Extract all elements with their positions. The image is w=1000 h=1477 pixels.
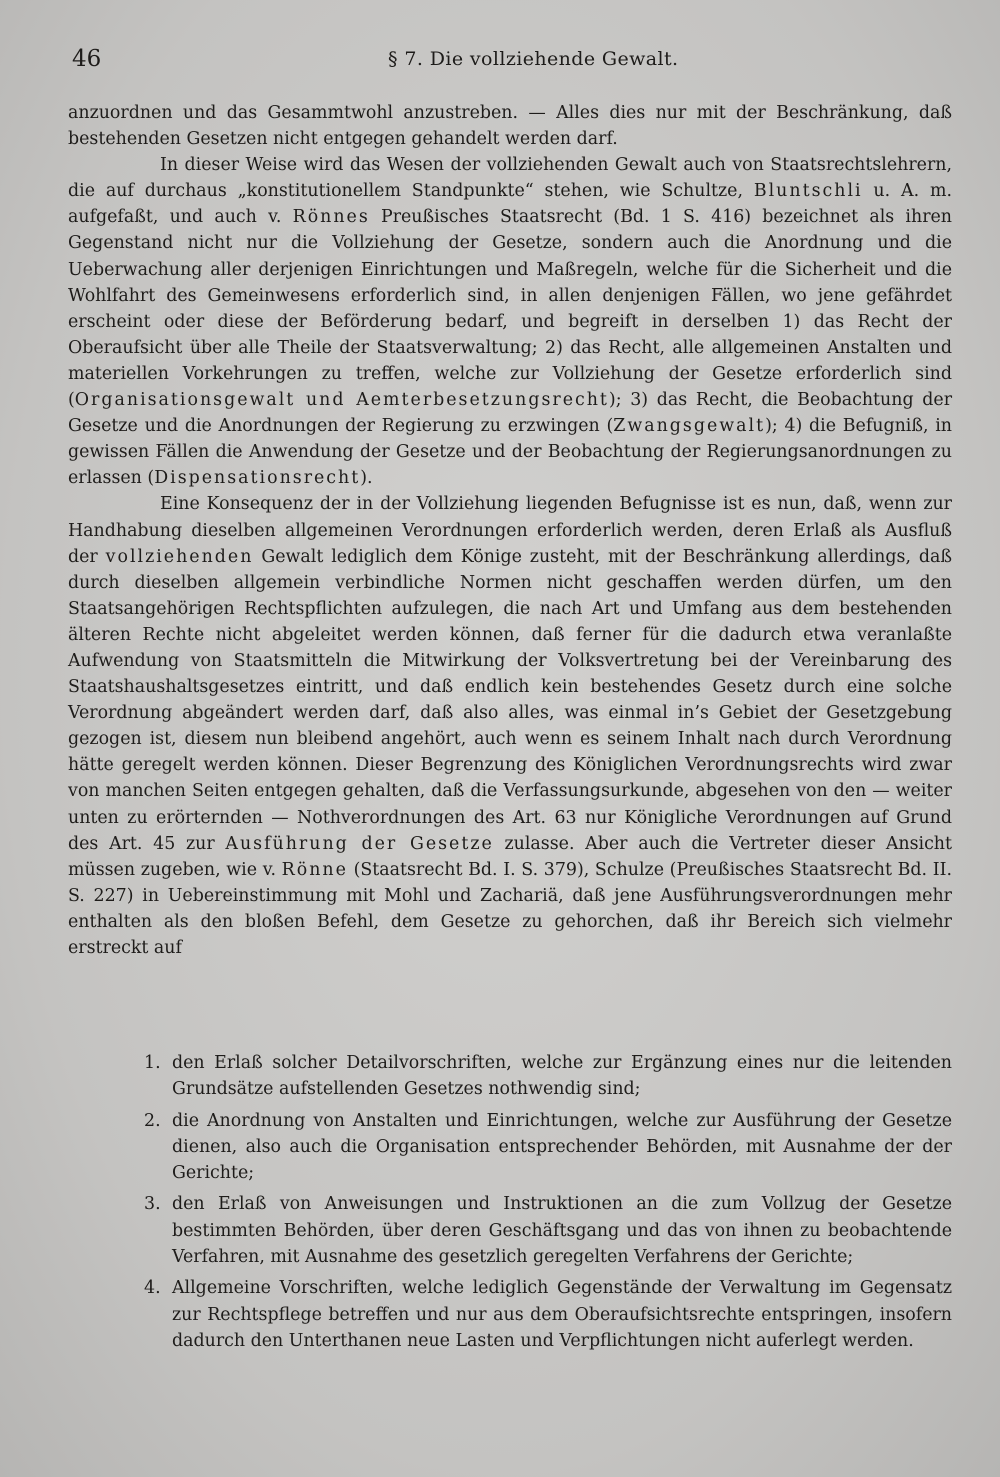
list-item [68,1050,952,1103]
list-text: die Anordnung von Anstalten und Einrichtungen, welche zur Ausführung der Gesetze dienen, also auch die Organisation entsprechender Behörden, mit Ausnahme der der Gerichte; [172,1110,952,1184]
list-number: 4. [144,1278,161,1299]
text-run: Gewalt lediglich dem Könige zusteht, mit der Beschränkung allerdings, daß durch dieselben allgemein verbindliche Normen nicht geschaffen werden dürfen, um den Staatsangehörigen Rechtspflichten aufzulegen, die nach Art und Umfang aus dem bestehenden älteren Rechte nicht abgeleitet werden können, daß ferner für die dadurch etwa veranlaßte Aufwendung von Staatsmitteln die Mitwirkung der Volksvertretung bei der Vereinbarung des Staatshaushaltsgesetzes eintritt, und daß endlich kein bestehendes Gesetz durch eine solche Verordnung abgeändert werden darf, daß also alles, was einmal in’s Gebiet der Gesetzgebung gezogen ist, diesem nun bleibend angehört, auch wenn es seinem Inhalt nach durch Verordnung hätte geregelt werden können. Dieser Begrenzung des Königlichen Verordnungsrechts wird zwar von manchen Seiten entgegen gehalten, daß die Verfassungsurkunde, abgesehen von den — weiter unten zu erörternden — Nothverordnungen des Art. 63 nur Königliche Verordnungen auf Grund des Art. 45 zur [68,546,952,854]
list-number: 1. [144,1053,161,1073]
list-text: den Erlaß solcher Detailvorschriften, welche zur Ergänzung eines nur die leitenden Grundsätze aufstellenden Gesetzes nothwendig sind; [172,1053,952,1100]
spaced-term: Organisationsgewalt und Aemterbesetzungsrecht [74,390,609,411]
spaced-term: Dispensationsrecht [154,468,361,489]
spaced-term: Zwangsgewalt [613,416,766,437]
list-text: den Erlaß von Anweisungen und Instruktionen an die zum Vollzug der Gesetze bestimmten Behörden, über deren Geschäftsgang und das von ihnen zu beobachtende Verfahren, mit Ausnahme des gesetzlich geregelten Verfahrens der Gerichte; [172,1194,952,1268]
text-run: u. A. m. aufgefaßt, und auch v. [68,181,952,228]
spaced-name: Rönne [281,859,348,880]
paragraph: anzuordnen und das Gesammtwohl anzustreben. — Alles dies nur mit der Beschränkung, daß bestehenden Gesetzen nicht entgegen gehandelt werden darf. [68,103,952,150]
text-run: In dieser Weise wird das Wesen der vollziehenden Gewalt auch von Staatsrechtslehrern, die auf durchaus „konstitutionellem Standpunkte“ stehen, wie Schultze, [68,155,952,202]
page-number: 46 [72,46,102,72]
text-run: ); 3) das Recht, die Beobachtung der Gesetze und die Anordnungen der Regierung zu erzwingen ( [68,390,953,437]
text-run: (Staatsrecht Bd. I. S. 379), Schulze (Preußisches Staatsrecht Bd. II. S. 227) in Uebereinstimmung mit Mohl und Zachariä, daß jene Ausführungsverordnungen mehr enthalten als den bloßen Befehl, dem Gesetze zu gehorchen, daß ihr Bereich sich vielmehr erstreckt auf [68,859,952,958]
enumerated-list [68,1050,952,1359]
spaced-term: Ausführung der Gesetze [225,833,494,854]
page-header [72,42,952,82]
list-text: Allgemeine Vorschriften, welche lediglich Gegenstände der Verwaltung im Gegensatz zur Rechtspflege betreffen und nur aus dem Oberaufsichtsrechte entspringen, insofern dadurch den Unterthanen neue Lasten und Verpflichtungen nicht auferlegt werden. [172,1278,952,1351]
text-run: Preußisches Staatsrecht (Bd. 1 S. 416) bezeichnet als ihren Gegenstand nicht nur die Vollziehung der Gesetze, sondern auch die Anordnung und die Ueberwachung aller derjenigen Einrichtungen und Maßregeln, welche für die Sicherheit und die Wohlfahrt des Gemeinwesens erforderlich sind, in allen denjenigen Fällen, wo jene gefährdet erscheint oder diese der Beförderung bedarf, und begreift in derselben 1) das Recht der Oberaufsicht über alle Theile der Staatsverwaltung; 2) das Recht, alle allgemeinen Anstalten und materiellen Vorkehrungen zu treffen, welche zur Vollziehung der Gesetze erforderlich sind ( [68,207,952,411]
list-number: 3. [144,1194,161,1215]
spaced-name: Bluntschli [753,181,863,202]
text-run: ). [360,468,373,489]
list-item [68,1108,952,1187]
text-run: zulasse. Aber auch die Vertreter dieser Ansicht müssen zugeben, wie v. [68,833,952,880]
text-run: ); 4) die Befugniß, in gewissen Fällen die Anwendung der Gesetze und der Beobachtung der Regierungsanordnungen zu erlassen ( [68,416,952,489]
running-title: § 7. Die vollziehende Gewalt. [388,48,679,70]
spaced-name: Rönnes [292,207,370,228]
body-text [68,100,952,961]
list-item [68,1275,952,1354]
paragraph [68,152,952,491]
text-run: Eine Konsequenz der in der Vollziehung liegenden Befugnisse ist es nun, daß, wenn zur Handhabung dieselben allgemeinen Verordnungen erforderlich werden, deren Erlaß als Ausfluß der [68,494,952,567]
paragraph [68,491,952,961]
spaced-term: vollziehenden [105,546,254,567]
list-number: 2. [144,1110,161,1131]
list-item [68,1191,952,1270]
